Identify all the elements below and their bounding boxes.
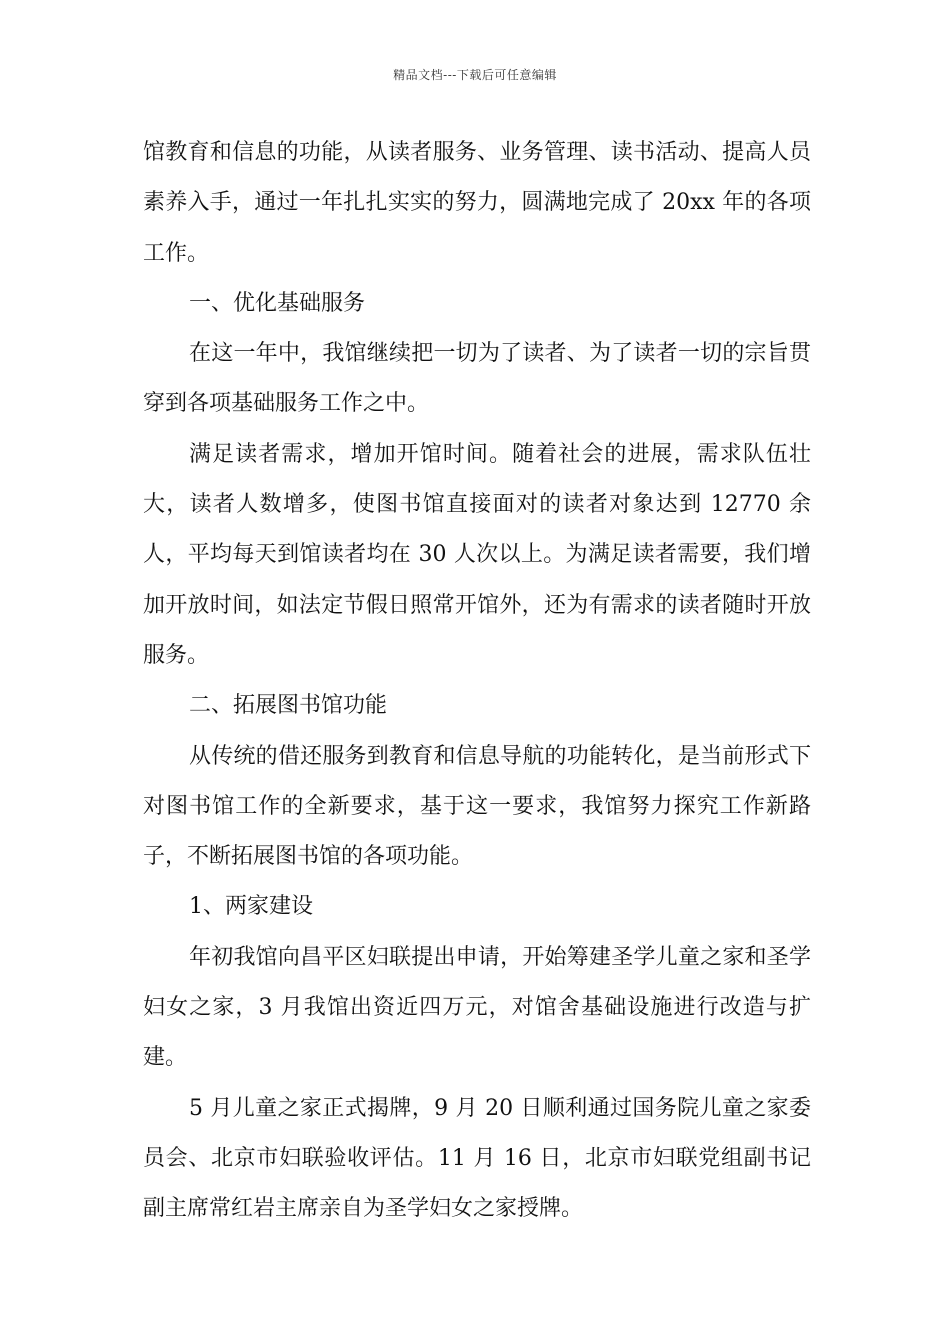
paragraph: 从传统的借还服务到教育和信息导航的功能转化，是当前形式下对图书馆工作的全新要求，基于这一要求，我馆努力探究工作新路子，不断拓展图书馆的各项功能。 — [143, 743, 811, 870]
document-body — [143, 128, 811, 1235]
subsection-heading: 1、两家建设 — [189, 894, 313, 920]
paragraph: 年初我馆向昌平区妇联提出申请，开始筹建圣学儿童之家和圣学妇女之家，3 月我馆出资近四万元，对馆舍基础设施进行改造与扩建。 — [143, 944, 811, 1071]
section-heading-2: 二、拓展图书馆功能 — [189, 693, 388, 719]
paragraph: 在这一年中，我馆继续把一切为了读者、为了读者一切的宗旨贯穿到各项基础服务工作之中。 — [143, 341, 811, 417]
paragraph: 满足读者需求，增加开馆时间。随着社会的进展，需求队伍壮大，读者人数增多，使图书馆直接面对的读者对象达到 12770 余人，平均每天到馆读者均在 30 人次以上。为满足读者需要，我们增加开放时间，如法定节假日照常开馆外，还为有需求的读者随时开放服务。 — [143, 441, 811, 668]
paragraph: 5 月儿童之家正式揭牌，9 月 20 日顺利通过国务院儿童之家委员会、北京市妇联验收评估。11 月 16 日，北京市妇联党组副书记副主席常红岩主席亲自为圣学妇女之家授牌。 — [143, 1095, 811, 1222]
section-heading-1: 一、优化基础服务 — [189, 290, 366, 316]
page-header: 精品文档---下载后可任意编辑 — [393, 68, 557, 82]
paragraph-continuation: 馆教育和信息的功能，从读者服务、业务管理、读书活动、提高人员素养入手，通过一年扎扎实实的努力，圆满地完成了 20xx 年的各项工作。 — [143, 140, 811, 266]
